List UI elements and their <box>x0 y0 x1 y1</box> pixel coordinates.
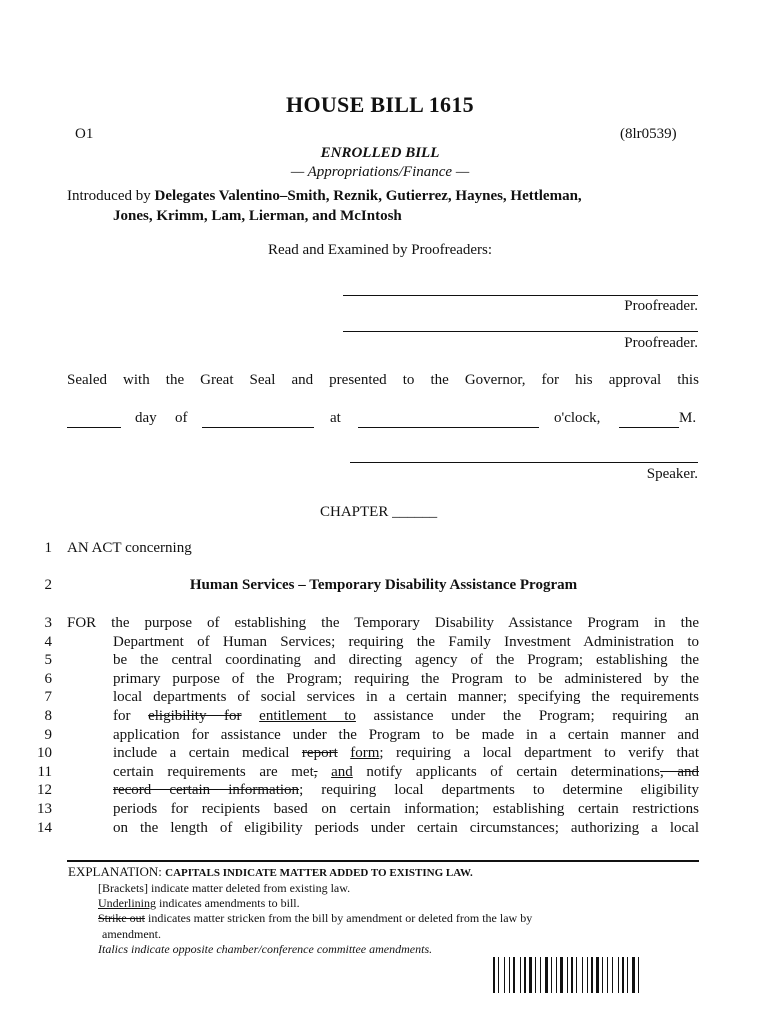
day-number-blank[interactable] <box>67 413 121 428</box>
barcode-bar <box>558 957 559 993</box>
text-run: ; requiring local departments to determine eligibility <box>299 782 700 798</box>
sealed-word: Governor, <box>464 372 526 388</box>
barcode-bar <box>609 957 611 993</box>
committee-label: — Appropriations/Finance — <box>290 164 470 180</box>
barcode-bar <box>516 957 519 993</box>
barcode-bar <box>511 957 512 993</box>
body-line: local departments of social services in a certain manner; specifying the requirements <box>113 689 699 705</box>
bill-subject: Human Services – Temporary Disability Assistance Program <box>189 577 578 593</box>
barcode-bar <box>509 957 510 993</box>
barcode-bar <box>636 957 637 993</box>
subject-code: O1 <box>75 126 94 142</box>
barcode-bar <box>596 957 599 993</box>
barcode-bar <box>627 957 628 993</box>
barcode-bar <box>625 957 626 993</box>
m-label: M. <box>679 410 697 426</box>
barcode-bar <box>578 957 581 993</box>
speaker-label: Speaker. <box>646 466 698 482</box>
line-number: 8 <box>44 708 52 724</box>
line-number: 11 <box>37 764 52 780</box>
barcode-bar <box>496 957 497 993</box>
proofreader-signature-line-1 <box>343 295 698 296</box>
barcode-bar <box>504 957 505 993</box>
barcode-bar <box>620 957 621 993</box>
text-run <box>318 764 332 780</box>
barcode-bar <box>560 957 563 993</box>
barcode-bar <box>537 957 539 993</box>
explanation-caps: CAPITALS INDICATE MATTER ADDED TO EXISTING LAW. <box>165 867 473 879</box>
bill-title: HOUSE BILL 1615 <box>286 92 474 117</box>
barcode-bar <box>533 957 534 993</box>
barcode-bar <box>498 957 499 993</box>
barcode-bar <box>602 957 603 993</box>
sealed-word: for <box>541 372 560 388</box>
strikeout-legend <box>98 911 532 926</box>
sealed-statement <box>67 372 699 389</box>
barcode-bar <box>622 957 624 993</box>
of-label: of <box>175 410 188 426</box>
body-line: primary purpose of the Program; requiring the Program to be administered by the <box>113 671 699 687</box>
barcode-bar <box>524 957 526 993</box>
enrolled-label: ENROLLED BILL <box>320 145 440 161</box>
line-number: 5 <box>44 652 52 668</box>
barcode-bar <box>542 957 544 993</box>
barcode-bar <box>618 957 619 993</box>
sponsors-line-2: Jones, Krimm, Lam, Lierman, and McIntosh <box>113 208 402 224</box>
barcode-bar <box>594 957 595 993</box>
barcode-bar <box>604 957 606 993</box>
barcode-bar <box>493 957 495 993</box>
barcode-bar <box>549 957 550 993</box>
italics-legend: Italics indicate opposite chamber/conference committee amendments. <box>98 942 433 956</box>
at-label: at <box>330 410 341 426</box>
body-line: periods for recipients based on certain information; establishing certain restrictions <box>113 801 699 817</box>
barcode-bar <box>500 957 503 993</box>
text-run: ; requiring a local department to verify that <box>379 745 700 761</box>
proofreader-label-1: Proofreader. <box>624 298 698 314</box>
barcode-bar <box>587 957 588 993</box>
strikeout-legend-cont: amendment. <box>102 927 161 941</box>
barcode-bar <box>574 957 575 993</box>
act-concerning: AN ACT concerning <box>67 540 192 556</box>
barcode-bar <box>614 957 617 993</box>
proofreaders-heading: Read and Examined by Proofreaders: <box>267 242 493 258</box>
barcode-bar <box>629 957 631 993</box>
barcode <box>493 957 681 993</box>
barcode-bar <box>576 957 577 993</box>
sealed-word: his <box>575 372 593 388</box>
barcode-bar <box>638 957 639 993</box>
month-blank[interactable] <box>202 413 314 428</box>
day-label: day <box>135 410 157 426</box>
barcode-bar <box>553 957 555 993</box>
barcode-bar <box>612 957 613 993</box>
body-line: be the central coordinating and directing agency of the Program; establishing the <box>113 652 699 668</box>
barcode-bar <box>569 957 570 993</box>
amended-text: and <box>331 764 353 780</box>
sealed-word: the <box>165 372 185 388</box>
amended-text: form <box>350 745 380 761</box>
barcode-bar <box>540 957 541 993</box>
underlining-text: indicates amendments to bill. <box>156 896 300 910</box>
line-number: 1 <box>44 540 52 556</box>
barcode-bar <box>607 957 608 993</box>
proofreader-label-2: Proofreader. <box>624 335 698 351</box>
oclock-label: o'clock, <box>554 410 601 426</box>
sealed-word: and <box>291 372 314 388</box>
sealed-word: the <box>430 372 449 388</box>
line-number: 3 <box>44 615 52 631</box>
barcode-bar <box>589 957 590 993</box>
footer-rule <box>67 860 699 862</box>
barcode-bar <box>582 957 583 993</box>
chapter-label: CHAPTER ______ <box>320 504 438 520</box>
proofreader-signature-line-2 <box>343 331 698 332</box>
stricken-text: , <box>313 764 318 780</box>
barcode-bar <box>584 957 586 993</box>
explanation-label: EXPLANATION: <box>68 864 166 879</box>
body-line: Department of Human Services; requiring the Family Investment Administration to <box>113 634 699 650</box>
underlining-key: Underlining <box>98 896 156 910</box>
speaker-signature-line <box>350 462 698 463</box>
barcode-bar <box>571 957 573 993</box>
line-number: 6 <box>44 671 52 687</box>
line-number: 10 <box>37 745 52 761</box>
sealed-word: presented <box>329 372 387 388</box>
barcode-bar <box>600 957 601 993</box>
intro-prefix: Introduced by <box>67 188 155 204</box>
strikeout-text: indicates matter stricken from the bill by amendment or deleted from the law by <box>145 911 533 925</box>
strikeout-key: Strike out <box>98 911 145 925</box>
sealed-word: Sealed <box>67 372 107 388</box>
body-line: application for assistance under the Program to be made in a certain manner and <box>113 727 699 743</box>
brackets-legend <box>98 881 350 896</box>
stricken-text: report <box>301 745 338 761</box>
barcode-bar <box>522 957 523 993</box>
brackets-text: indicate matter deleted from existing law. <box>147 881 351 895</box>
barcode-bar <box>506 957 508 993</box>
barcode-bar <box>535 957 536 993</box>
barcode-bar <box>640 957 642 993</box>
body-line <box>113 708 699 725</box>
explanation-heading <box>68 864 473 880</box>
sealed-word: approval <box>608 372 662 388</box>
barcode-bar <box>527 957 528 993</box>
barcode-bar <box>529 957 532 993</box>
sealed-word: Great <box>200 372 234 388</box>
line-number: 12 <box>37 782 52 798</box>
text-run: assistance under the Program; requiring an <box>355 708 699 724</box>
meridiem-blank[interactable] <box>619 413 679 428</box>
body-line: FOR the purpose of establishing the Temporary Disability Assistance Program in the <box>67 615 699 631</box>
text-run: certain requirements are met <box>113 764 314 780</box>
amended-text: entitlement to <box>259 708 356 724</box>
stricken-text: , and <box>659 764 699 780</box>
text-run: for <box>113 708 149 724</box>
barcode-bar <box>513 957 515 993</box>
drafting-code: (8lr0539) <box>620 126 677 142</box>
barcode-bar <box>632 957 635 993</box>
time-blank[interactable] <box>358 413 539 428</box>
barcode-bar <box>564 957 566 993</box>
underlining-legend <box>98 896 300 911</box>
sponsors-line-1: Delegates Valentino–Smith, Reznik, Gutierrez, Haynes, Hettleman, <box>154 188 582 204</box>
introduced-by <box>67 186 699 226</box>
barcode-bar <box>567 957 568 993</box>
text-run: notify applicants of certain determinations <box>352 764 660 780</box>
stricken-text: eligibility for <box>148 708 242 724</box>
stricken-text: record certain information <box>113 782 300 798</box>
barcode-bar <box>551 957 552 993</box>
barcode-bar <box>556 957 557 993</box>
date-time-row <box>67 410 699 430</box>
barcode-bar <box>545 957 548 993</box>
body-line <box>113 782 699 799</box>
line-number: 4 <box>44 634 52 650</box>
body-line <box>113 764 699 781</box>
text-run <box>338 745 350 761</box>
sealed-word: with <box>123 372 150 388</box>
line-number: 14 <box>37 820 52 836</box>
line-number: 2 <box>44 577 52 593</box>
sealed-word: this <box>677 372 699 388</box>
sealed-word: to <box>402 372 415 388</box>
line-number: 7 <box>44 689 52 705</box>
body-line <box>113 745 699 762</box>
barcode-bar <box>591 957 593 993</box>
barcode-bar <box>520 957 521 993</box>
line-number: 13 <box>37 801 52 817</box>
line-number: 9 <box>44 727 52 743</box>
sealed-word: Seal <box>249 372 276 388</box>
brackets-key: [Brackets] <box>98 881 148 895</box>
body-line: on the length of eligibility periods under certain circumstances; authorizing a local <box>113 820 699 836</box>
text-run: include a certain medical <box>113 745 302 761</box>
text-run <box>242 708 260 724</box>
